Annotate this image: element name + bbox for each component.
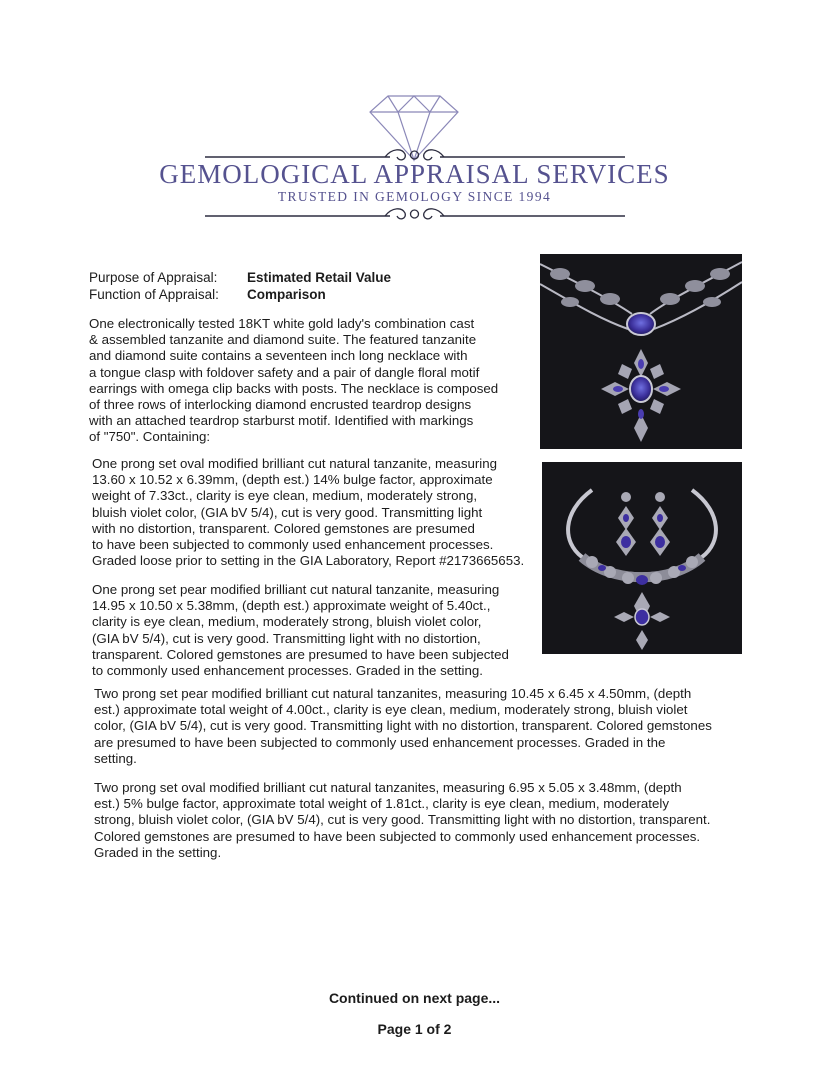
- paragraph-line: One electronically tested 18KT white gold lady's combination cast: [89, 316, 475, 331]
- company-name: GEMOLOGICAL APPRAISAL SERVICES: [159, 159, 670, 189]
- intro-paragraph: [89, 316, 529, 446]
- pear-pair-paragraph: [94, 686, 734, 767]
- paragraph-line: One prong set pear modified brilliant cut natural tanzanite, measuring: [92, 582, 500, 597]
- paragraph-line: Graded in the setting.: [94, 844, 222, 860]
- paragraph-line: and diamond suite contains a seventeen inch long necklace with: [89, 348, 468, 364]
- purpose-label: Purpose of Appraisal:: [89, 270, 218, 285]
- paragraph-line: color, (GIA bV 5/4), cut is very good. Transmitting light with no distortion, transparent. Colored gemstones: [94, 718, 712, 734]
- function-label: Function of Appraisal:: [89, 287, 219, 302]
- paragraph-line: Two prong set pear modified brilliant cut natural tanzanites, measuring 10.45 x 6.45 x 4.50mm, (depth: [94, 686, 692, 701]
- paragraph-line: transparent. Colored gemstones are presumed to have been subjected: [92, 646, 509, 662]
- company-logo: [0, 88, 829, 228]
- page-number: Page 1 of 2: [377, 1021, 452, 1037]
- purpose-value: Estimated Retail Value: [247, 270, 392, 285]
- diamond-icon: [0, 88, 829, 228]
- oval-center-stone-paragraph: [92, 456, 547, 569]
- paragraph-line: with no distortion, transparent. Colored gemstones are presumed: [92, 520, 475, 536]
- paragraph-line: 13.60 x 10.52 x 6.39mm, (depth est.) 14% bulge factor, approximate: [92, 472, 493, 488]
- paragraph-line: Graded loose prior to setting in the GIA Laboratory, Report #2173665653.: [92, 553, 525, 569]
- paragraph-line: of "750". Containing:: [89, 429, 211, 445]
- paragraph-line: (GIA bV 5/4), cut is very good. Transmitting light with no distortion,: [92, 630, 481, 646]
- oval-pair-paragraph: [94, 780, 734, 861]
- paragraph-line: weight of 7.33ct., clarity is eye clean, medium, moderately strong,: [92, 488, 478, 504]
- paragraph-line: setting.: [94, 750, 137, 766]
- paragraph-line: to have been subjected to commonly used enhancement processes.: [92, 537, 494, 553]
- necklace-earrings-suite-photo: [542, 462, 742, 654]
- paragraph-line: & assembled tanzanite and diamond suite. The featured tanzanite: [89, 332, 477, 348]
- paragraph-line: Two prong set oval modified brilliant cut natural tanzanites, measuring 6.95 x 5.05 x 3.48mm, (depth: [94, 780, 682, 795]
- paragraph-line: Colored gemstones are presumed to have been subjected to commonly used enhancement processes.: [94, 828, 701, 844]
- function-value: Comparison: [247, 287, 326, 302]
- paragraph-line: est.) 5% bulge factor, approximate total weight of 1.81ct., clarity is eye clean, medium, moderately: [94, 796, 669, 812]
- paragraph-line: One prong set oval modified brilliant cut natural tanzanite, measuring: [92, 456, 498, 471]
- necklace-closeup-photo: [540, 254, 742, 449]
- paragraph-line: earrings with omega clip backs with posts. The necklace is composed: [89, 380, 499, 396]
- paragraph-line: 14.95 x 10.50 x 5.38mm, (depth est.) approximate weight of 5.40ct.,: [92, 598, 491, 614]
- paragraph-line: strong, bluish violet color, (GIA bV 5/4), cut is very good. Transmitting light with no distortion, transparent.: [94, 812, 711, 828]
- paragraph-line: est.) approximate total weight of 4.00ct., clarity is eye clean, medium, moderately strong, bluish violet: [94, 702, 688, 718]
- paragraph-line: a tongue clasp with foldover safety and a pair of dangle floral motif: [89, 364, 480, 380]
- paragraph-line: of three rows of interlocking diamond encrusted teardrop designs: [89, 397, 472, 413]
- continued-note: Continued on next page...: [328, 990, 501, 1006]
- pear-center-stone-paragraph: [92, 582, 532, 679]
- company-tagline: TRUSTED IN GEMOLOGY SINCE 1994: [277, 189, 552, 204]
- appraisal-purpose-block: [89, 269, 391, 303]
- paragraph-line: bluish violet color, (GIA bV 5/4), cut is very good. Transmitting light: [92, 504, 483, 520]
- paragraph-line: are presumed to have been subjected to commonly used enhancement processes. Graded in the: [94, 734, 666, 750]
- paragraph-line: to commonly used enhancement processes. Graded in the setting.: [92, 663, 483, 679]
- paragraph-line: clarity is eye clean, medium, moderately strong, bluish violet color,: [92, 614, 482, 630]
- paragraph-line: with an attached teardrop starburst motif. Identified with markings: [89, 413, 474, 429]
